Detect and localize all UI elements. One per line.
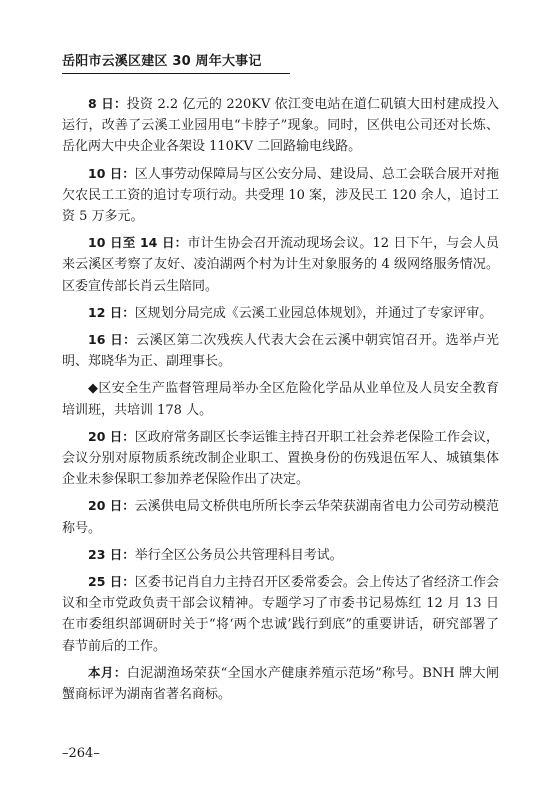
entry-text: 区政府常务副区长李运锥主持召开职工社会养老保险工作会议，会议分别对原物质系统改制企业职工、置换身份的伤残退伍军人、城镇集体企业未参保职工参加养老保险作出了决定。 (62, 429, 499, 488)
entry-20-pension (62, 426, 499, 491)
entry-16 (62, 329, 499, 372)
entry-text: 云溪区第二次残疾人代表大会在云溪中朝宾馆召开。选举卢光明、郑晓华为正、副理事长。 (62, 333, 499, 370)
entry-12 (62, 302, 499, 324)
entry-25 (62, 571, 499, 657)
entry-text: 区人事劳动保障局与区公安分局、建设局、总工会联合展开对拖欠农民工工资的追讨专项行动。共受理 10 案，涉及民工 120 余人，追讨工资 5 万多元。 (62, 166, 499, 225)
entry-text: 举行全区公务员公共管理科目考试。 (134, 547, 343, 563)
entry-date: 20 日： (88, 498, 135, 514)
entry-date: 23 日： (88, 546, 135, 562)
entry-10-14 (62, 232, 499, 297)
entry-date: 10 日： (88, 165, 135, 181)
entry-date: 25 日： (88, 574, 135, 590)
entry-23 (62, 544, 499, 566)
entry-date: 8 日： (88, 96, 127, 111)
entry-date: 16 日： (88, 332, 137, 348)
entry-this-month (62, 662, 499, 705)
entry-text: 区规划分局完成《云溪工业园总体规划》，并通过了专家评审。 (134, 305, 493, 321)
header-rule (62, 73, 290, 74)
page-number: –264– (62, 746, 100, 761)
entry-8 (62, 93, 499, 158)
entry-date: 20 日： (88, 428, 135, 444)
entry-date: 10 日至 14 日： (88, 235, 188, 251)
entry-list (62, 93, 499, 710)
entry-date: 12 日： (88, 304, 135, 320)
entry-date: 本月： (88, 664, 127, 680)
entry-text: 云溪供电局文桥供电所所长李云华荣获湖南省电力公司劳动模范称号。 (62, 499, 499, 536)
running-header: 岳阳市云溪区建区 30 周年大事记 (62, 54, 262, 69)
entry-text: 区委书记肖自力主持召开区委常委会。会上传达了省经济工作会议和全市党政负责干部会议精神。专题学习了市委书记易炼红 12 月 13 日在市委组织部调研时关于“将‘两个忠诚’践行到底”的重要讲话，研究部署了春节前后的工作。 (62, 575, 499, 654)
entry-text: ◆区安全生产监督管理局举办全区危险化学品从业单位及人员安全教育培训班，共培训 178 人。 (62, 381, 499, 418)
entry-10 (62, 163, 499, 228)
entry-text: 投资 2.2 亿元的 220KV 依江变电站在道仁矶镇大田村建成投入运行，改善了云溪工业园用电“卡脖子”现象。同时，区供电公司还对长炼、岳化两大中央企业各架设 110KV 二回路输电线路。 (62, 97, 499, 155)
entry-20-model (62, 495, 499, 538)
entry-16-safety (62, 377, 499, 420)
entry-text: 市计生协会召开流动现场会议。12 日下午，与会人员来云溪区考察了友好、凌泊湖两个村为计生对象服务的 4 级网络服务情况。区委宣传部长肖云生陪同。 (62, 236, 499, 294)
entry-text: 白泥湖渔场荣获“全国水产健康养殖示范场”称号。BNH 牌大闸蟹商标评为湖南省著名商标。 (62, 665, 499, 703)
